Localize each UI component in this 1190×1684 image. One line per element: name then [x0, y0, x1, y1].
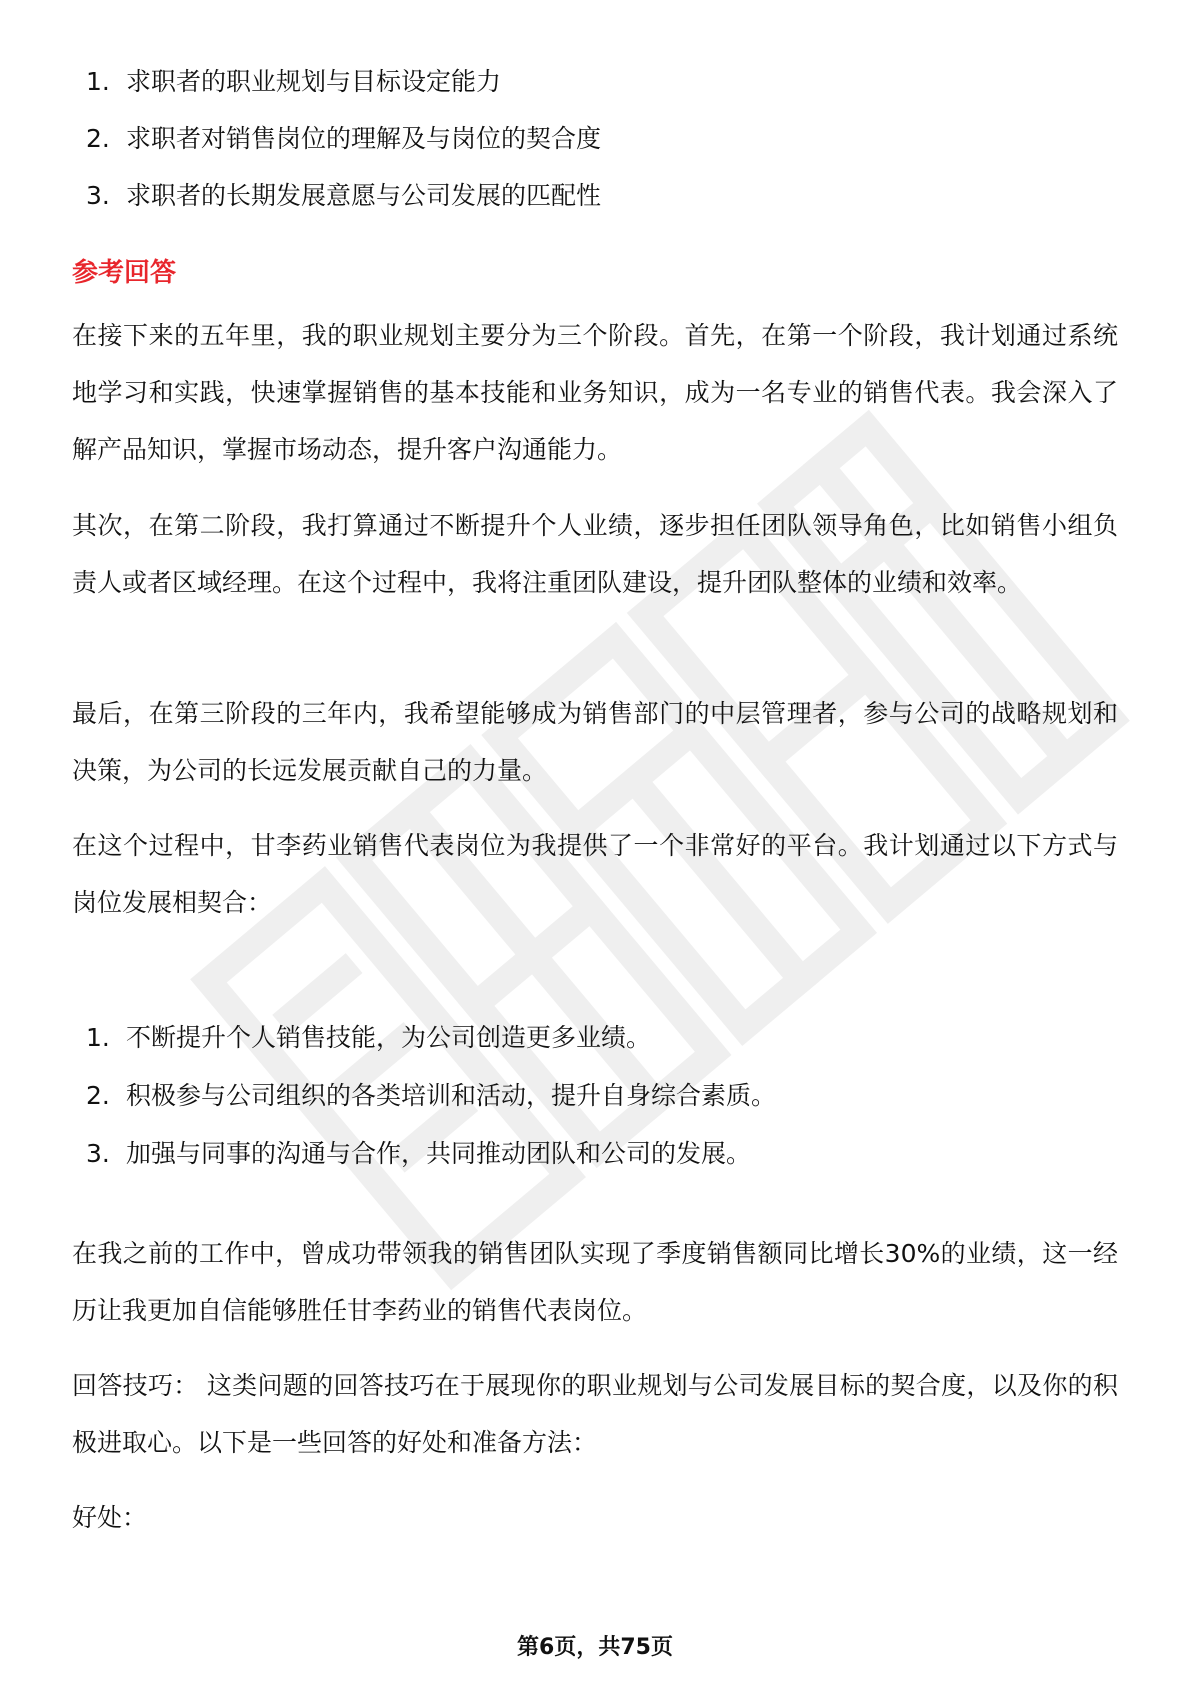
paragraph-benefits-label: 好处： [72, 1503, 148, 1532]
list-item-number: 1. [86, 67, 110, 96]
list-item-number: 1. [86, 1023, 110, 1052]
list-item-text: 求职者对销售岗位的理解及与岗位的契合度 [126, 124, 602, 153]
list-item [72, 178, 601, 235]
question-focus-list [72, 64, 601, 235]
paragraph-experience: 在我之前的工作中，曾成功带领我的销售团队实现了季度销售额同比增长30%的业绩，这一经历让我更加自信能够胜任甘李药业的销售代表岗位。 [72, 1239, 1118, 1325]
fit-methods-list [72, 1020, 776, 1194]
list-item-text: 加强与同事的沟通与合作，共同推动团队和公司的发展。 [126, 1139, 752, 1168]
list-item-number: 2. [86, 124, 110, 153]
paragraph-platform: 在这个过程中，甘李药业销售代表岗位为我提供了一个非常好的平台。我计划通过以下方式与岗位发展相契合： [72, 831, 1118, 917]
list-item [72, 1078, 776, 1136]
list-item-number: 3. [86, 1139, 110, 1168]
page-number-footer: 第6页，共75页 [517, 1635, 673, 1660]
paragraph-answer-tips: 回答技巧： 这类问题的回答技巧在于展现你的职业规划与公司发展目标的契合度，以及你的积极进取心。以下是一些回答的好处和准备方法： [72, 1371, 1118, 1457]
paragraph-stage-one: 在接下来的五年里，我的职业规划主要分为三个阶段。首先，在第一个阶段，我计划通过系统地学习和实践，快速掌握销售的基本技能和业务知识，成为一名专业的销售代表。我会深入了解产品知识，掌握市场动态，提升客户沟通能力。 [72, 321, 1118, 464]
reference-answer-heading: 参考回答 [72, 258, 177, 288]
list-item [72, 1136, 776, 1194]
list-item-text: 求职者的长期发展意愿与公司发展的匹配性 [126, 181, 602, 210]
paragraph-stage-two: 其次，在第二阶段，我打算通过不断提升个人业绩，逐步担任团队领导角色，比如销售小组负责人或者区域经理。在这个过程中，我将注重团队建设，提升团队整体的业绩和效率。 [72, 511, 1118, 597]
list-item-number: 2. [86, 1081, 110, 1110]
paragraph-stage-three: 最后，在第三阶段的三年内，我希望能够成为销售部门的中层管理者，参与公司的战略规划和决策，为公司的长远发展贡献自己的力量。 [72, 699, 1118, 785]
list-item-number: 3. [86, 181, 110, 210]
list-item [72, 64, 601, 121]
list-item [72, 121, 601, 178]
list-item-text: 积极参与公司组织的各类培训和活动，提升自身综合素质。 [126, 1081, 777, 1110]
list-item-text: 不断提升个人销售技能，为公司创造更多业绩。 [126, 1023, 652, 1052]
list-item [72, 1020, 776, 1078]
list-item-text: 求职者的职业规划与目标设定能力 [126, 67, 502, 96]
